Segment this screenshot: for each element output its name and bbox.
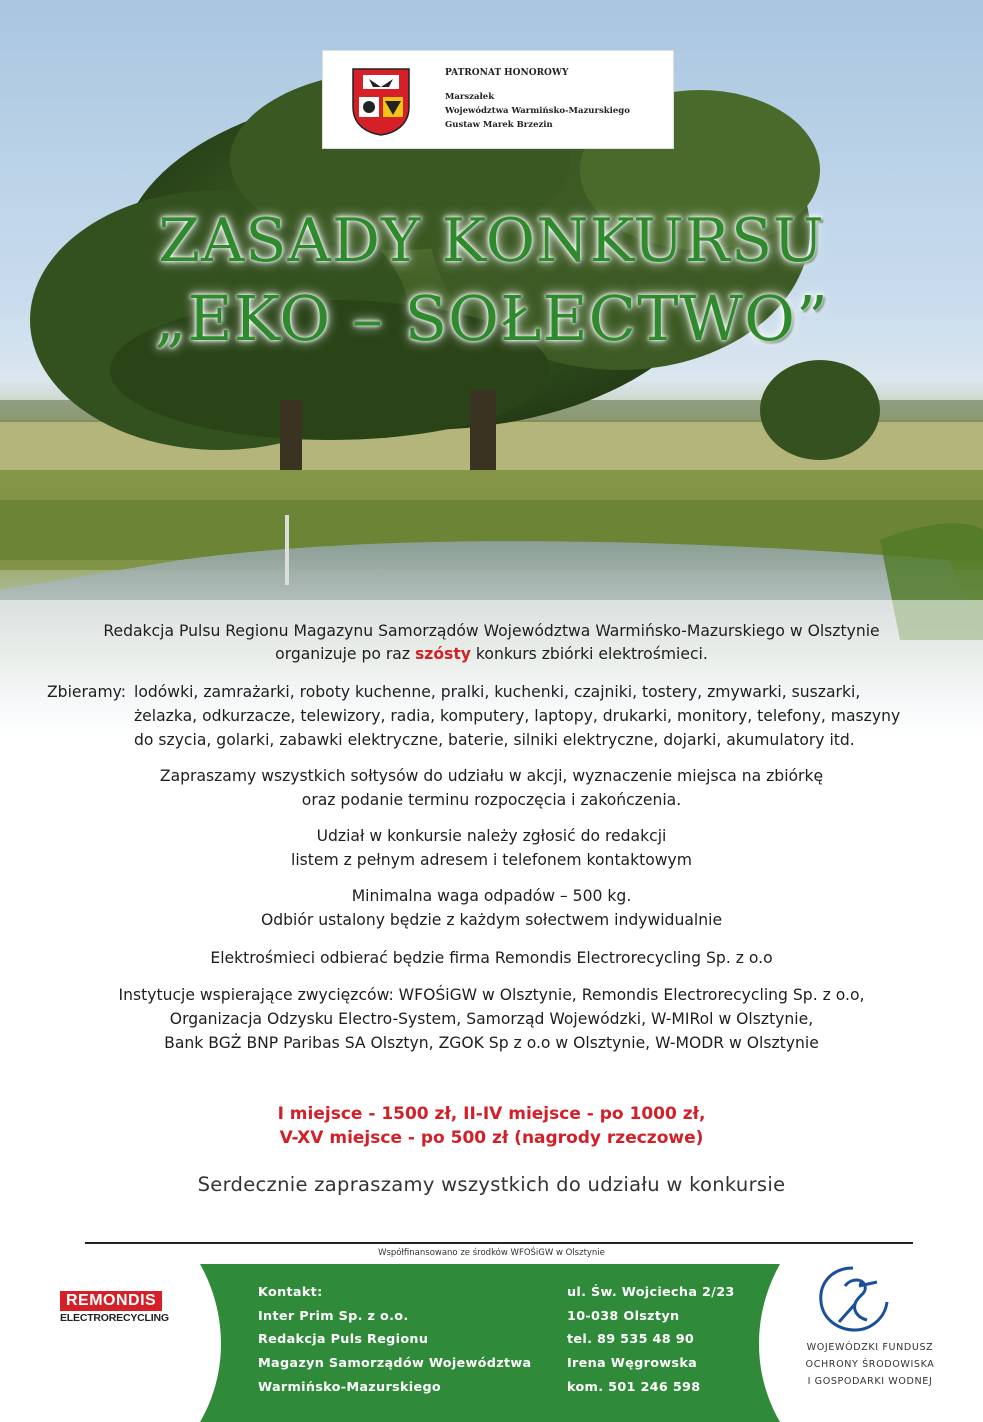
prizes-line-2: V-XV miejsce - po 500 zł (nagrody rzeczowe) [279, 1128, 704, 1148]
contact-city: 10-038 Olsztyn [567, 1309, 680, 1324]
contact-company: Inter Prim Sp. z o.o. [258, 1309, 409, 1324]
register-line-2: listem z pełnym adresem i telefonem kontaktowym [291, 851, 692, 869]
supporters-line-3: Bank BGŻ BNP Paribas SA Olsztyn, ZGOK Sp z o.o w Olsztynie, W-MODR w Olsztynie [164, 1034, 819, 1052]
remondis-wordmark: REMONDIS [60, 1291, 162, 1311]
wfosigw-line-1: WOJEWÓDZKI FUNDUSZ [806, 1342, 934, 1353]
edition-highlight: szósty [414, 645, 471, 663]
contact-editorial: Redakcja Puls Regionu [258, 1332, 429, 1347]
contact-street: ul. Św. Wojciecha 2/23 [567, 1285, 735, 1300]
intro-line-2-post: konkurs zbiórki elektrośmieci. [470, 645, 708, 663]
collect-label: Zbieramy: [47, 683, 127, 701]
wfosigw-line-3: I GOSPODARKI WODNEJ [807, 1376, 933, 1387]
patron-region: Województwa Warmińsko-Mazurskiego [445, 106, 630, 116]
collect-line-2: żelazka, odkurzacze, telewizory, radia, komputery, laptopy, drukarki, monitory, telefony, maszyny [134, 707, 901, 725]
supporters-line-1: Instytucje wspierające zwycięzców: WFOŚiGW w Olsztynie, Remondis Electrorecycling Sp. z o.o, [118, 986, 865, 1004]
page-title-line-1: ZASADY KONKURSU [158, 206, 825, 276]
weight-line-2: Odbiór ustalony będzie z każdym sołectwem indywidualnie [260, 911, 723, 929]
closing-invitation: Serdecznie zapraszamy wszystkich do udziału w konkursie [197, 1173, 786, 1196]
invite-line-2: oraz podanie terminu rozpoczęcia i zakończenia. [301, 791, 682, 809]
intro-line-2 [0, 645, 983, 663]
remondis-logo [60, 1290, 178, 1324]
invite-line-1: Zapraszamy wszystkich sołtysów do udziału w akcji, wyznaczenie miejsca na zbiórkę [159, 767, 824, 785]
honorary-patron-box [322, 50, 674, 149]
intro-line-2-pre: organizuje po raz [275, 645, 415, 663]
water-post [285, 515, 289, 585]
wfosigw-line-2: OCHRONY ŚRODOWISKA [805, 1359, 935, 1370]
contact-person: Irena Węgrowska [567, 1356, 698, 1371]
patron-header: PATRONAT HONOROWY [445, 68, 569, 78]
contact-heading: Kontakt: [258, 1285, 323, 1300]
intro-line-1: Redakcja Pulsu Regionu Magazynu Samorządów Województwa Warmińsko-Mazurskiego w Olsztynie [103, 622, 880, 640]
weight-line-1: Minimalna waga odpadów – 500 kg. [351, 887, 632, 905]
contact-region: Warmińsko-Mazurskiego [258, 1380, 442, 1395]
contact-magazine: Magazyn Samorządów Województwa [258, 1356, 532, 1371]
patron-name: Gustaw Marek Brzezin [445, 120, 553, 130]
prizes-line-1: I miejsce - 1500 zł, II-IV miejsce - po 1000 zł, [277, 1104, 706, 1124]
cofinanced-note: Współfinansowano ze środków WFOŚiGW w Olsztynie [378, 1248, 605, 1258]
collect-line-1: lodówki, zamrażarki, roboty kuchenne, pralki, kuchenki, czajniki, tostery, zmywarki, suszarki, [134, 683, 861, 701]
coat-of-arms-icon [351, 67, 411, 137]
patron-title: Marszałek [445, 92, 495, 102]
remondis-subline: ELECTRORECYCLING [60, 1312, 169, 1324]
stork-icon [815, 1264, 891, 1334]
collect-line-3: do szycia, golarki, zabawki elektryczne, baterie, silniki elektryczne, dojarki, akumulatory itd. [134, 731, 855, 749]
divider [85, 1242, 913, 1244]
contact-phone: tel. 89 535 48 90 [567, 1332, 695, 1347]
register-line-1: Udział w konkursie należy zgłosić do redakcji [316, 827, 667, 845]
supporters-line-2: Organizacja Odzysku Electro-System, Samorząd Wojewódzki, W-MIRol w Olsztynie, [169, 1010, 814, 1028]
page-title-line-2: „EKO – SOŁECTWO” [154, 282, 829, 355]
contact-mobile: kom. 501 246 598 [567, 1380, 701, 1395]
pickup-company: Elektrośmieci odbierać będzie firma Remondis Electrorecycling Sp. z o.o [210, 949, 773, 967]
